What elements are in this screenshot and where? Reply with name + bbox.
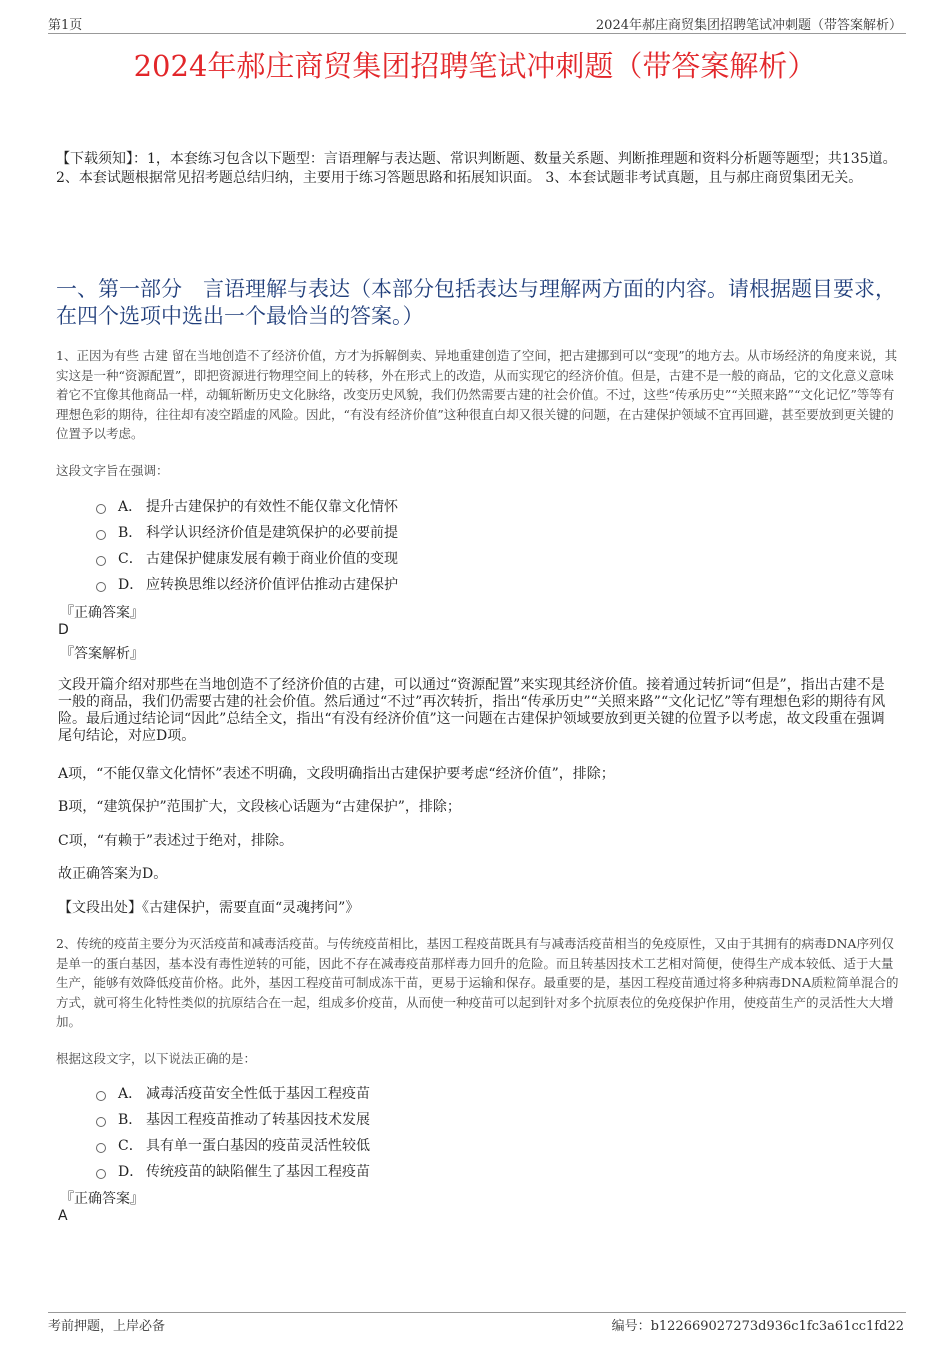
q1-analysis-b: B项，“建筑保护”范围扩大，文段核心话题为“古建保护”，排除；	[58, 799, 461, 815]
footer-slogan: 考前押题，上岸必备	[48, 1319, 166, 1334]
download-notice: 【下载须知】：1，本套练习包含以下题型：言语理解与表达题、常识判断题、数量关系题、判断推理题和资料分析题等题型；共135道。 2、本套试题根据常见招考题总结归纳，主要用于练习答题思路和拓展知识面。 3、本套试题非考试真题，且与郝庄商贸集团无关。	[56, 151, 897, 186]
q1-answer-label: 『正确答案』	[60, 605, 144, 621]
page-number: 第1页	[48, 18, 83, 33]
q2-option-d[interactable]: D． 传统疫苗的缺陷催生了基因工程疫苗	[96, 1161, 370, 1181]
q1-option-a[interactable]: A． 提升古建保护的有效性不能仅靠文化情怀	[96, 496, 398, 516]
q2-option-a[interactable]: A． 减毒活疫苗安全性低于基因工程疫苗	[96, 1083, 370, 1103]
q1-option-d[interactable]: D． 应转换思维以经济价值评估推动古建保护	[96, 574, 398, 594]
q2-option-c[interactable]: C． 具有单一蛋白基因的疫苗灵活性较低	[96, 1135, 370, 1155]
document-id: 编号：b122669027273d936c1fc3a61cc1fd22	[611, 1319, 904, 1334]
q1-passage: 1、正因为有些 古建 留在当地创造不了经济价值，方才为拆解倒卖、异地重建创造了空间，把古建挪到可以“变现”的地方去。从市场经济的角度来说，其实这是一种“资源配置”，即把资源进行物理空间上的转移，外在形式上的改造，从而实现它的经济价值。但是，古建不是一般的商品，它的文化意义意味着它不宜像其他商品一样，动辄斩断历史文化脉络，改变历史风貌，我们仍然需要古建的社会价值。不过，这些“传承历史”“关照来路”“文化记忆”等等有理想色彩的期待，往往却有凌空蹈虚的风险。因此，“有没有经济价值”这种很直白却又很关键的问题，在古建保护领域不宜再回避，甚至要放到更关键的位置予以考虑。	[56, 348, 898, 441]
radio-icon[interactable]	[96, 1169, 106, 1179]
document-title: 2024年郝庄商贸集团招聘笔试冲刺题（带答案解析）	[133, 49, 817, 83]
q1-answer: D	[58, 622, 69, 638]
q1-analysis-a: A项，“不能仅靠文化情怀”表述不明确，文段明确指出古建保护要考虑“经济价值”，排除；	[58, 766, 615, 782]
running-header-title: 2024年郝庄商贸集团招聘笔试冲刺题（带答案解析）	[595, 18, 902, 33]
radio-icon[interactable]	[96, 1117, 106, 1127]
q1-option-c[interactable]: C． 古建保护健康发展有赖于商业价值的变现	[96, 548, 398, 568]
radio-icon[interactable]	[96, 530, 106, 540]
section-heading: 一、第一部分 言语理解与表达（本部分包括表达与理解两方面的内容。请根据题目要求，在四个选项中选出一个最恰当的答案。）	[56, 277, 896, 328]
q2-stem: 根据这段文字，以下说法正确的是：	[56, 1051, 257, 1066]
footer-divider	[48, 1312, 906, 1313]
radio-icon[interactable]	[96, 556, 106, 566]
q1-option-b[interactable]: B． 科学认识经济价值是建筑保护的必要前提	[96, 522, 398, 542]
radio-icon[interactable]	[96, 582, 106, 592]
q2-answer: A	[58, 1208, 68, 1224]
radio-icon[interactable]	[96, 504, 106, 514]
q2-passage: 2、传统的疫苗主要分为灭活疫苗和减毒活疫苗。与传统疫苗相比，基因工程疫苗既具有与减毒活疫苗相当的免疫原性，又由于其拥有的病毒DNA序列仅是单一的蛋白基因，基本没有毒性逆转的可能，因此不存在减毒疫苗那样毒力回升的危险。而且转基因技术工艺相对简便，使得生产成本较低、适于大量生产，能够有效降低疫苗价格。此外，基因工程疫苗可制成冻干苗，更易于运输和保存。最重要的是，基因工程疫苗通过将多种病毒DNA质粒简单混合的方式，就可将生化特性类似的抗原结合在一起，组成多价疫苗，从而使一种疫苗可以起到针对多个抗原表位的免疫保护作用，使疫苗生产的灵活性大大增加。	[56, 936, 899, 1029]
q1-analysis-label: 『答案解析』	[60, 646, 144, 662]
q1-analysis-body: 文段开篇介绍对那些在当地创造不了经济价值的古建，可以通过“资源配置”来实现其经济价值。接着通过转折词“但是”，指出古建不是一般的商品，我们仍需要古建的社会价值。然后通过“不过”再次转折，指出“传承历史”“关照来路”“文化记忆”等有理想色彩的期待有风险。最后通过结论词“因此”总结全文，指出“有没有经济价值”这一问题在古建保护领域要放到更关键的位置予以考虑，故文段重在强调尾句结论，对应D项。	[58, 677, 886, 744]
q2-option-b[interactable]: B． 基因工程疫苗推动了转基因技术发展	[96, 1109, 370, 1129]
q1-analysis-conclusion: 故正确答案为D。	[58, 866, 168, 882]
q1-stem: 这段文字旨在强调：	[56, 463, 169, 478]
radio-icon[interactable]	[96, 1091, 106, 1101]
q1-analysis-c: C项，“有赖于”表述过于绝对，排除。	[58, 833, 294, 849]
q1-source: 【文段出处】《古建保护，需要直面“灵魂拷问”》	[58, 900, 360, 916]
header-divider	[48, 33, 906, 34]
q2-answer-label: 『正确答案』	[60, 1191, 144, 1207]
radio-icon[interactable]	[96, 1143, 106, 1153]
